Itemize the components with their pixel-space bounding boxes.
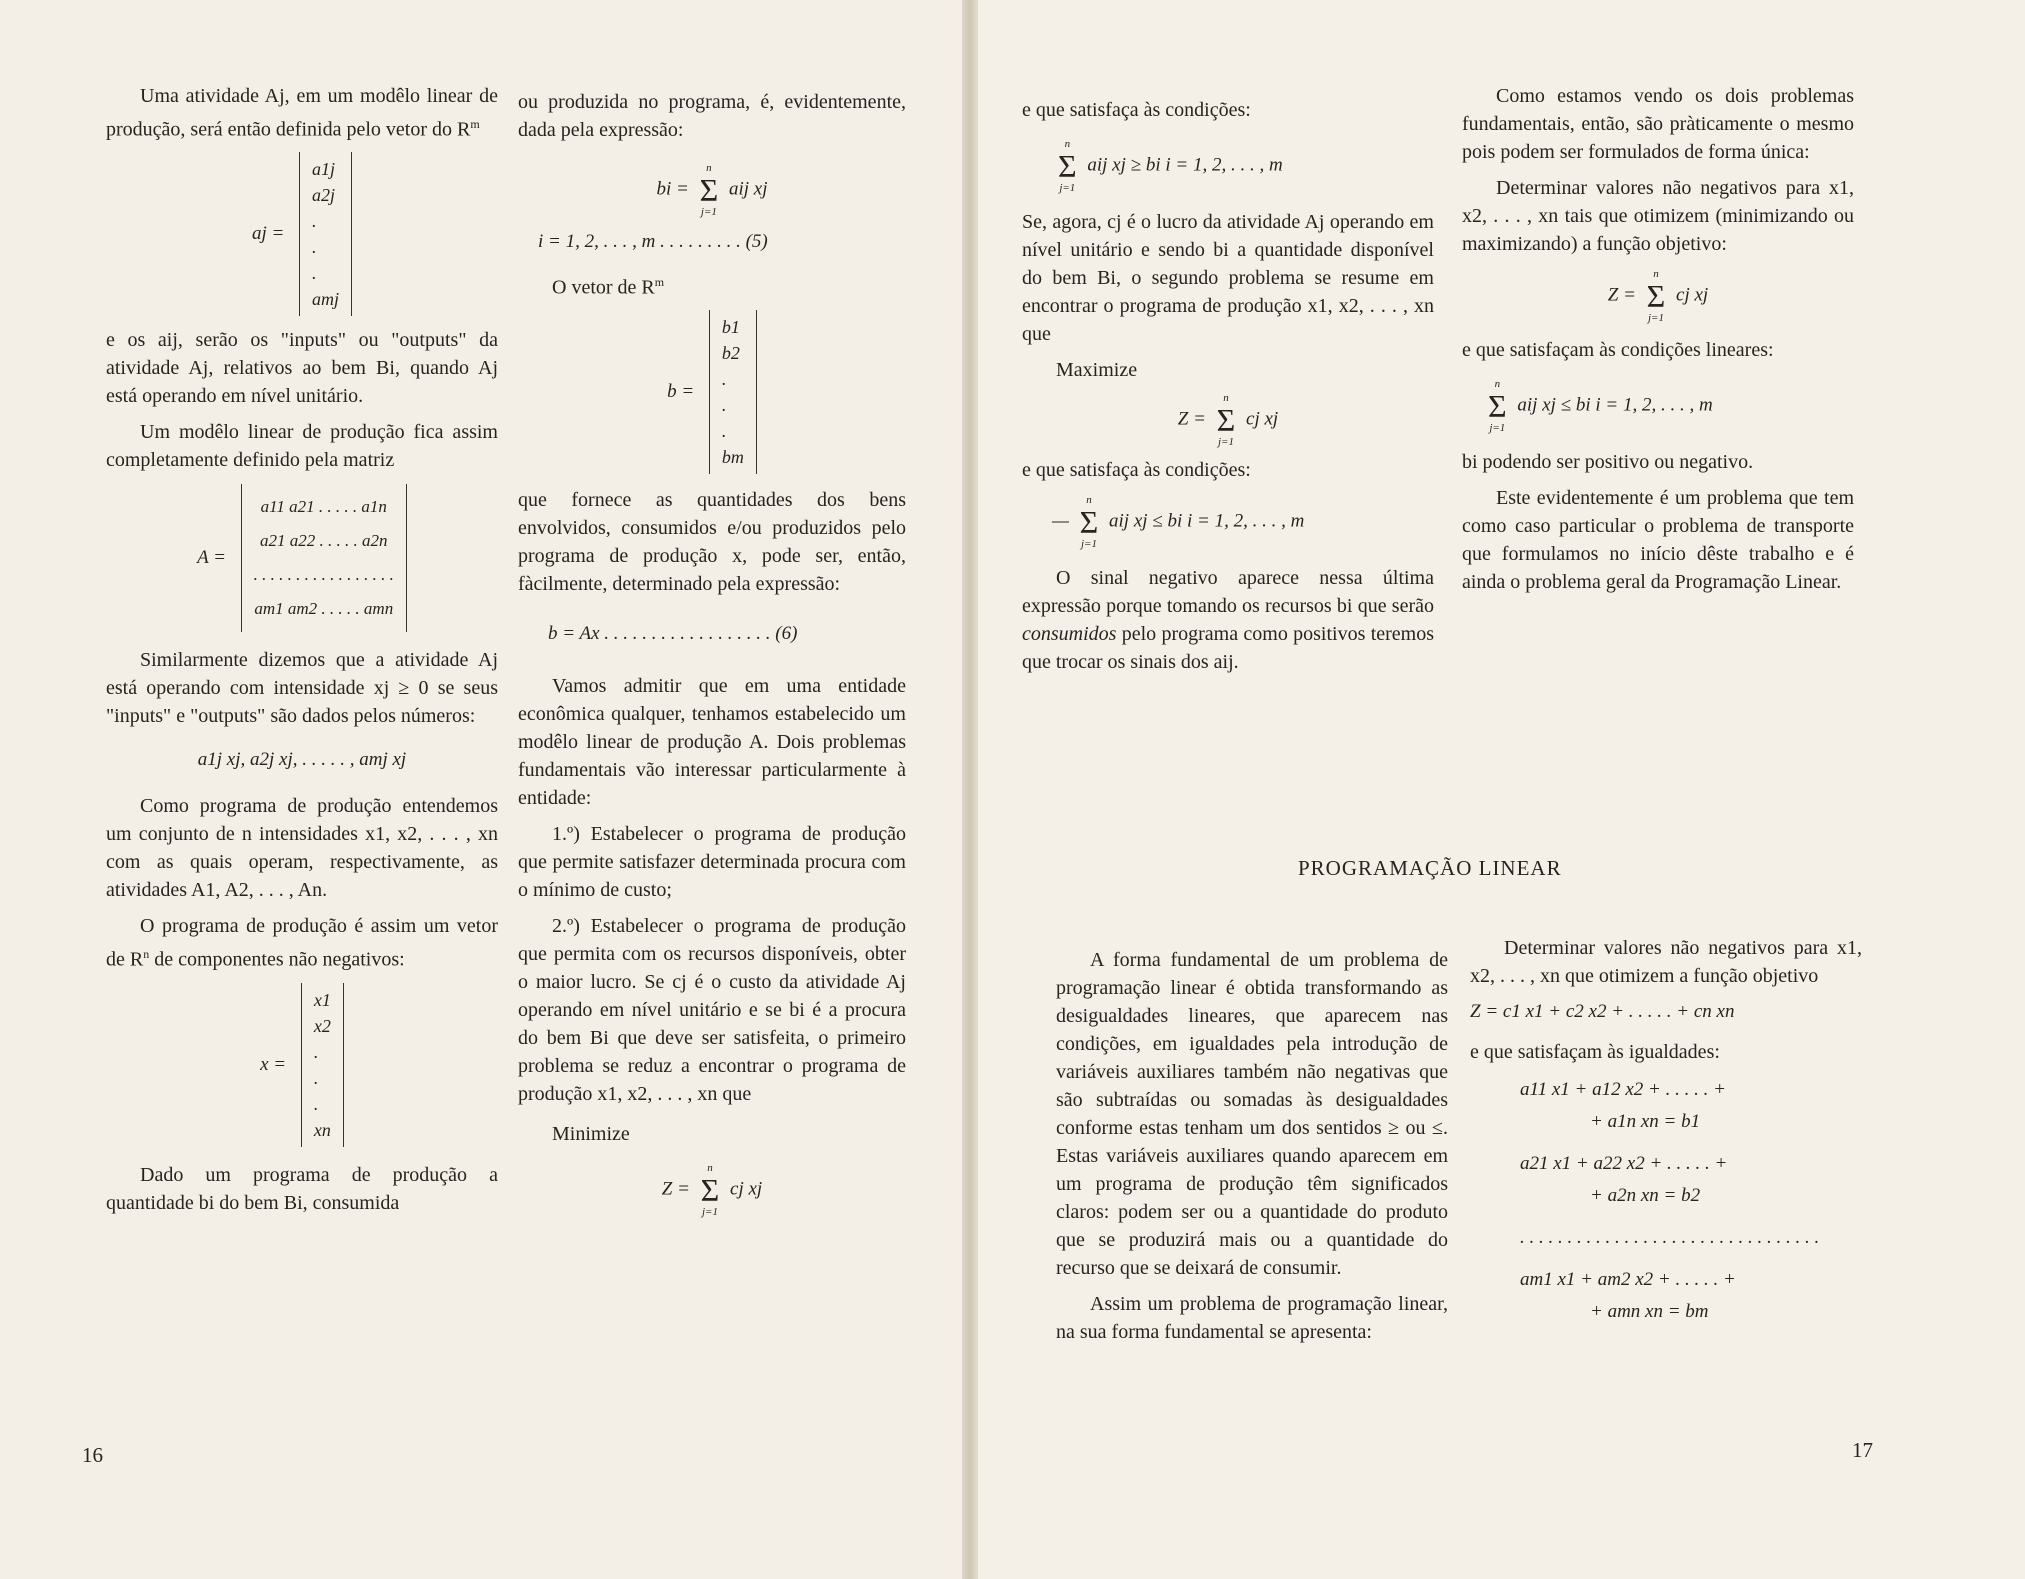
- paragraph: e os aij, serão os "inputs" ou "outputs" da atividade Aj, relativos ao bem Bi, quando Aj está operando em nível unitário.: [106, 328, 498, 407]
- vector-component: b2: [721, 342, 740, 363]
- vector-component: .: [721, 420, 727, 441]
- matrix-A-rows: [241, 484, 407, 632]
- matrix-row: a11 a21 . . . . . a1n: [260, 496, 387, 516]
- paragraph: 2.º) Estabelecer o programa de produção que permita com os recursos disponíveis, obter o maior lucro. Se cj é o custo da atividade Aj operando em nível unitário e se bi é a procura do bem Bi que deve ser satisfeita, o primeiro problema se reduz a encontrar o programa de produção x1, x2, . . . , xn que: [518, 914, 906, 1105]
- vector-component: x2: [313, 1016, 331, 1037]
- paragraph: Uma atividade Aj, em um modêlo linear de produção, será então definida pelo vetor do $R^m$: [106, 85, 498, 141]
- equation-5-range: i = 1, 2, . . . , m . . . . . . . . . (5): [538, 231, 768, 252]
- paragraph: e que satisfaçam às igualdades:: [1470, 1041, 1720, 1063]
- equation-6: b = Ax . . . . . . . . . . . . . . . . . . (6): [548, 622, 798, 644]
- right-column-1: [1022, 96, 1434, 684]
- sigma-symbol: n Σ j=1: [1058, 138, 1077, 194]
- vector-component: .: [721, 394, 727, 415]
- paragraph: Como programa de produção entendemos um conjunto de n intensidades x1, x2, . . . , xn com as quais operam, respectivamente, as atividades A1, A2, . . . , An.: [106, 794, 498, 901]
- book-gutter: [962, 0, 978, 1579]
- left-column-1: [106, 82, 498, 1225]
- vector-component: xn: [313, 1120, 331, 1141]
- equation-linear-objective: Z = c1 x1 + c2 x2 + . . . . . + cn xn: [1470, 1001, 1735, 1022]
- vector-component: b1: [721, 316, 740, 337]
- sigma-symbol: n Σ j=1: [1216, 392, 1236, 448]
- equation-dots: . . . . . . . . . . . . . . . . . . . . . . . . . . . . . . . .: [1520, 1227, 1820, 1248]
- paragraph: que fornece as quantidades dos bens envolvidos, consumidos e/ou produzidos pelo programa de produção x, pode ser, então, fàcilmente, determinado pela expressão:: [518, 488, 906, 595]
- sigma-symbol: n Σ j=1: [1646, 268, 1666, 324]
- vector-aj: aj = a1j a2j . . . amj: [106, 152, 498, 316]
- right-column-3: [1056, 946, 1448, 1354]
- paragraph: Este evidentemente é um problema que tem como caso particular o problema de transporte que formulamos no início dêste trabalho e é ainda o problema geral da Programação Linear.: [1462, 487, 1854, 593]
- paragraph: Vamos admitir que em uma entidade econômica qualquer, tenhamos estabelecido um modêlo linear de produção A. Dois problemas fundamentais vão interessar particularmente à entidade:: [518, 674, 906, 809]
- page-number-right: 17: [1852, 1438, 1873, 1462]
- equation-minimize: Z = n Σ j=1 cj xj: [661, 1161, 763, 1218]
- equation-maximize: Z = n Σ j=1 cj xj: [1177, 392, 1279, 448]
- matrix-row: . . . . . . . . . . . . . . . . .: [253, 564, 394, 584]
- vector-component: .: [721, 368, 727, 389]
- vector-x: x = x1 x2 . . . xn: [106, 983, 498, 1147]
- section-heading: PROGRAMAÇÃO LINEAR: [1298, 856, 1562, 880]
- paragraph: e que satisfaça às condições:: [1022, 459, 1251, 481]
- vector-component: .: [312, 262, 317, 283]
- equation-row-3b: + amn xn = bm: [1590, 1301, 1709, 1322]
- paragraph: Determinar valores não negativos para x1, x2, . . . , xn que otimizem a função objetivo: [1470, 937, 1862, 987]
- sigma-symbol: n Σ j=1: [700, 1161, 720, 1218]
- vector-component: .: [312, 236, 317, 257]
- right-column-4: [1470, 934, 1862, 1326]
- equation-row-3a: am1 x1 + am2 x2 + . . . . . +: [1520, 1269, 1736, 1290]
- vector-b-components: [709, 310, 757, 474]
- vector-component: amj: [312, 288, 340, 309]
- vector-component: a1j: [312, 158, 336, 179]
- paragraph: Minimize: [552, 1122, 630, 1145]
- vector-component: a2j: [312, 184, 336, 205]
- vector-component: .: [313, 1042, 319, 1063]
- paragraph: A forma fundamental de um problema de programação linear é obtida transformando as desigualdades lineares, que aparecem nas condições, em igualdades pela introdução de variáveis auxiliares também não negativas que são subtraídas ou somadas às desigualdades conforme estas tenham um dos sentidos ≥ ou ≤. Estas variáveis auxiliares quando aparecem em um programa de produção têm significados claros: podem ser ou a quantidade do produto que se produzirá mais ou a quantidade do recurso que se deixará de consumir.: [1056, 949, 1448, 1279]
- paragraph: Se, agora, cj é o lucro da atividade Aj operando em nível unitário e sendo bi a quantidade disponível do bem Bi, o segundo problema se resume em encontrar o programa de produção x1, x2, . . . , xn que: [1022, 211, 1434, 345]
- vector-aj-components: [299, 152, 352, 316]
- sigma-symbol: n Σ j=1: [1079, 494, 1099, 550]
- paragraph: e que satisfaça às condições:: [1022, 99, 1251, 121]
- page-number-left: 16: [82, 1443, 103, 1467]
- paragraph: Determinar valores não negativos para x1, x2, . . . , xn tais que otimizem (minimizando ou maximizando) a função objetivo:: [1462, 177, 1854, 255]
- matrix-row: am1 am2 . . . . . amn: [254, 598, 394, 618]
- paragraph: Um modêlo linear de produção fica assim completamente definido pela matriz: [106, 420, 498, 471]
- vector-component: .: [312, 210, 317, 231]
- left-column-2: [518, 88, 906, 1218]
- equation-objective: Z = n Σ j=1 cj xj: [1607, 268, 1709, 324]
- paragraph: bi podendo ser positivo ou negativo.: [1462, 451, 1754, 473]
- paragraph: 1.º) Estabelecer o programa de produção que permite satisfazer determinada procura com o mínimo de custo;: [518, 822, 906, 901]
- equation-row-2a: a21 x1 + a22 x2 + . . . . . +: [1520, 1153, 1728, 1174]
- matrix-A: A = a11 a21 . . . . . a1n a21 a22 . . . . . a2n . . . . . . . . . . . . . . . . . am1 am2 . . . . . amn: [106, 484, 498, 632]
- equation-row-1a: a11 x1 + a12 x2 + . . . . . +: [1520, 1079, 1726, 1100]
- equation-condition-2: — n Σ j=1 aij xj ≤ bi i = 1, 2, . . . , m: [1052, 494, 1305, 550]
- paragraph: Assim um problema de programação linear, na sua forma fundamental se apresenta:: [1056, 1293, 1448, 1343]
- vector-b: b = b1 b2 . . . bm: [518, 310, 906, 474]
- equation-5: bi = n Σ j=1 aij xj: [656, 162, 768, 218]
- vector-x-components: [301, 983, 344, 1147]
- matrix-row: a21 a22 . . . . . a2n: [260, 530, 388, 550]
- equation-condition-1: n Σ j=1 aij xj ≥ bi i = 1, 2, . . . , m: [1058, 138, 1283, 194]
- vector-component: .: [313, 1068, 319, 1089]
- paragraph: Dado um programa de produção a quantidade bi do bem Bi, consumida: [106, 1164, 498, 1215]
- paragraph: O vetor de $R^m$: [552, 275, 665, 299]
- paragraph: O sinal negativo aparece nessa última expressão porque tomando os recursos bi que serão consumidos pelo programa como positivos teremos que trocar os sinais dos aij.: [1022, 567, 1434, 673]
- vector-component: bm: [721, 446, 744, 467]
- vector-component: x1: [313, 990, 331, 1011]
- equation-row-2b: + a2n xn = b2: [1590, 1185, 1701, 1206]
- paragraph: O programa de produção é assim um vetor de $R^n$ de componentes não negativos:: [106, 914, 498, 971]
- paragraph: ou produzida no programa, é, evidentemente, dada pela expressão:: [518, 91, 906, 141]
- equation-inputs: a1j xj, a2j xj, . . . . . , amj xj: [197, 748, 407, 770]
- equation-row-1b: + a1n xn = b1: [1590, 1111, 1701, 1132]
- sigma-symbol: n Σ j=1: [699, 162, 719, 218]
- paragraph: Como estamos vendo os dois problemas fundamentais, então, são pràticamente o mesmo pois podem ser formulados de forma única:: [1462, 85, 1854, 163]
- paragraph: Maximize: [1056, 359, 1138, 381]
- vector-component: .: [313, 1094, 319, 1115]
- paragraph: Similarmente dizemos que a atividade Aj está operando com intensidade xj ≥ 0 se seus "inputs" e "outputs" são dados pelos números:: [106, 648, 498, 727]
- right-column-2: [1462, 82, 1854, 604]
- equation-condition-3: n Σ j=1 aij xj ≤ bi i = 1, 2, . . . , m: [1488, 378, 1713, 434]
- paragraph: e que satisfaçam às condições lineares:: [1462, 339, 1774, 361]
- sigma-symbol: n Σ j=1: [1488, 378, 1507, 434]
